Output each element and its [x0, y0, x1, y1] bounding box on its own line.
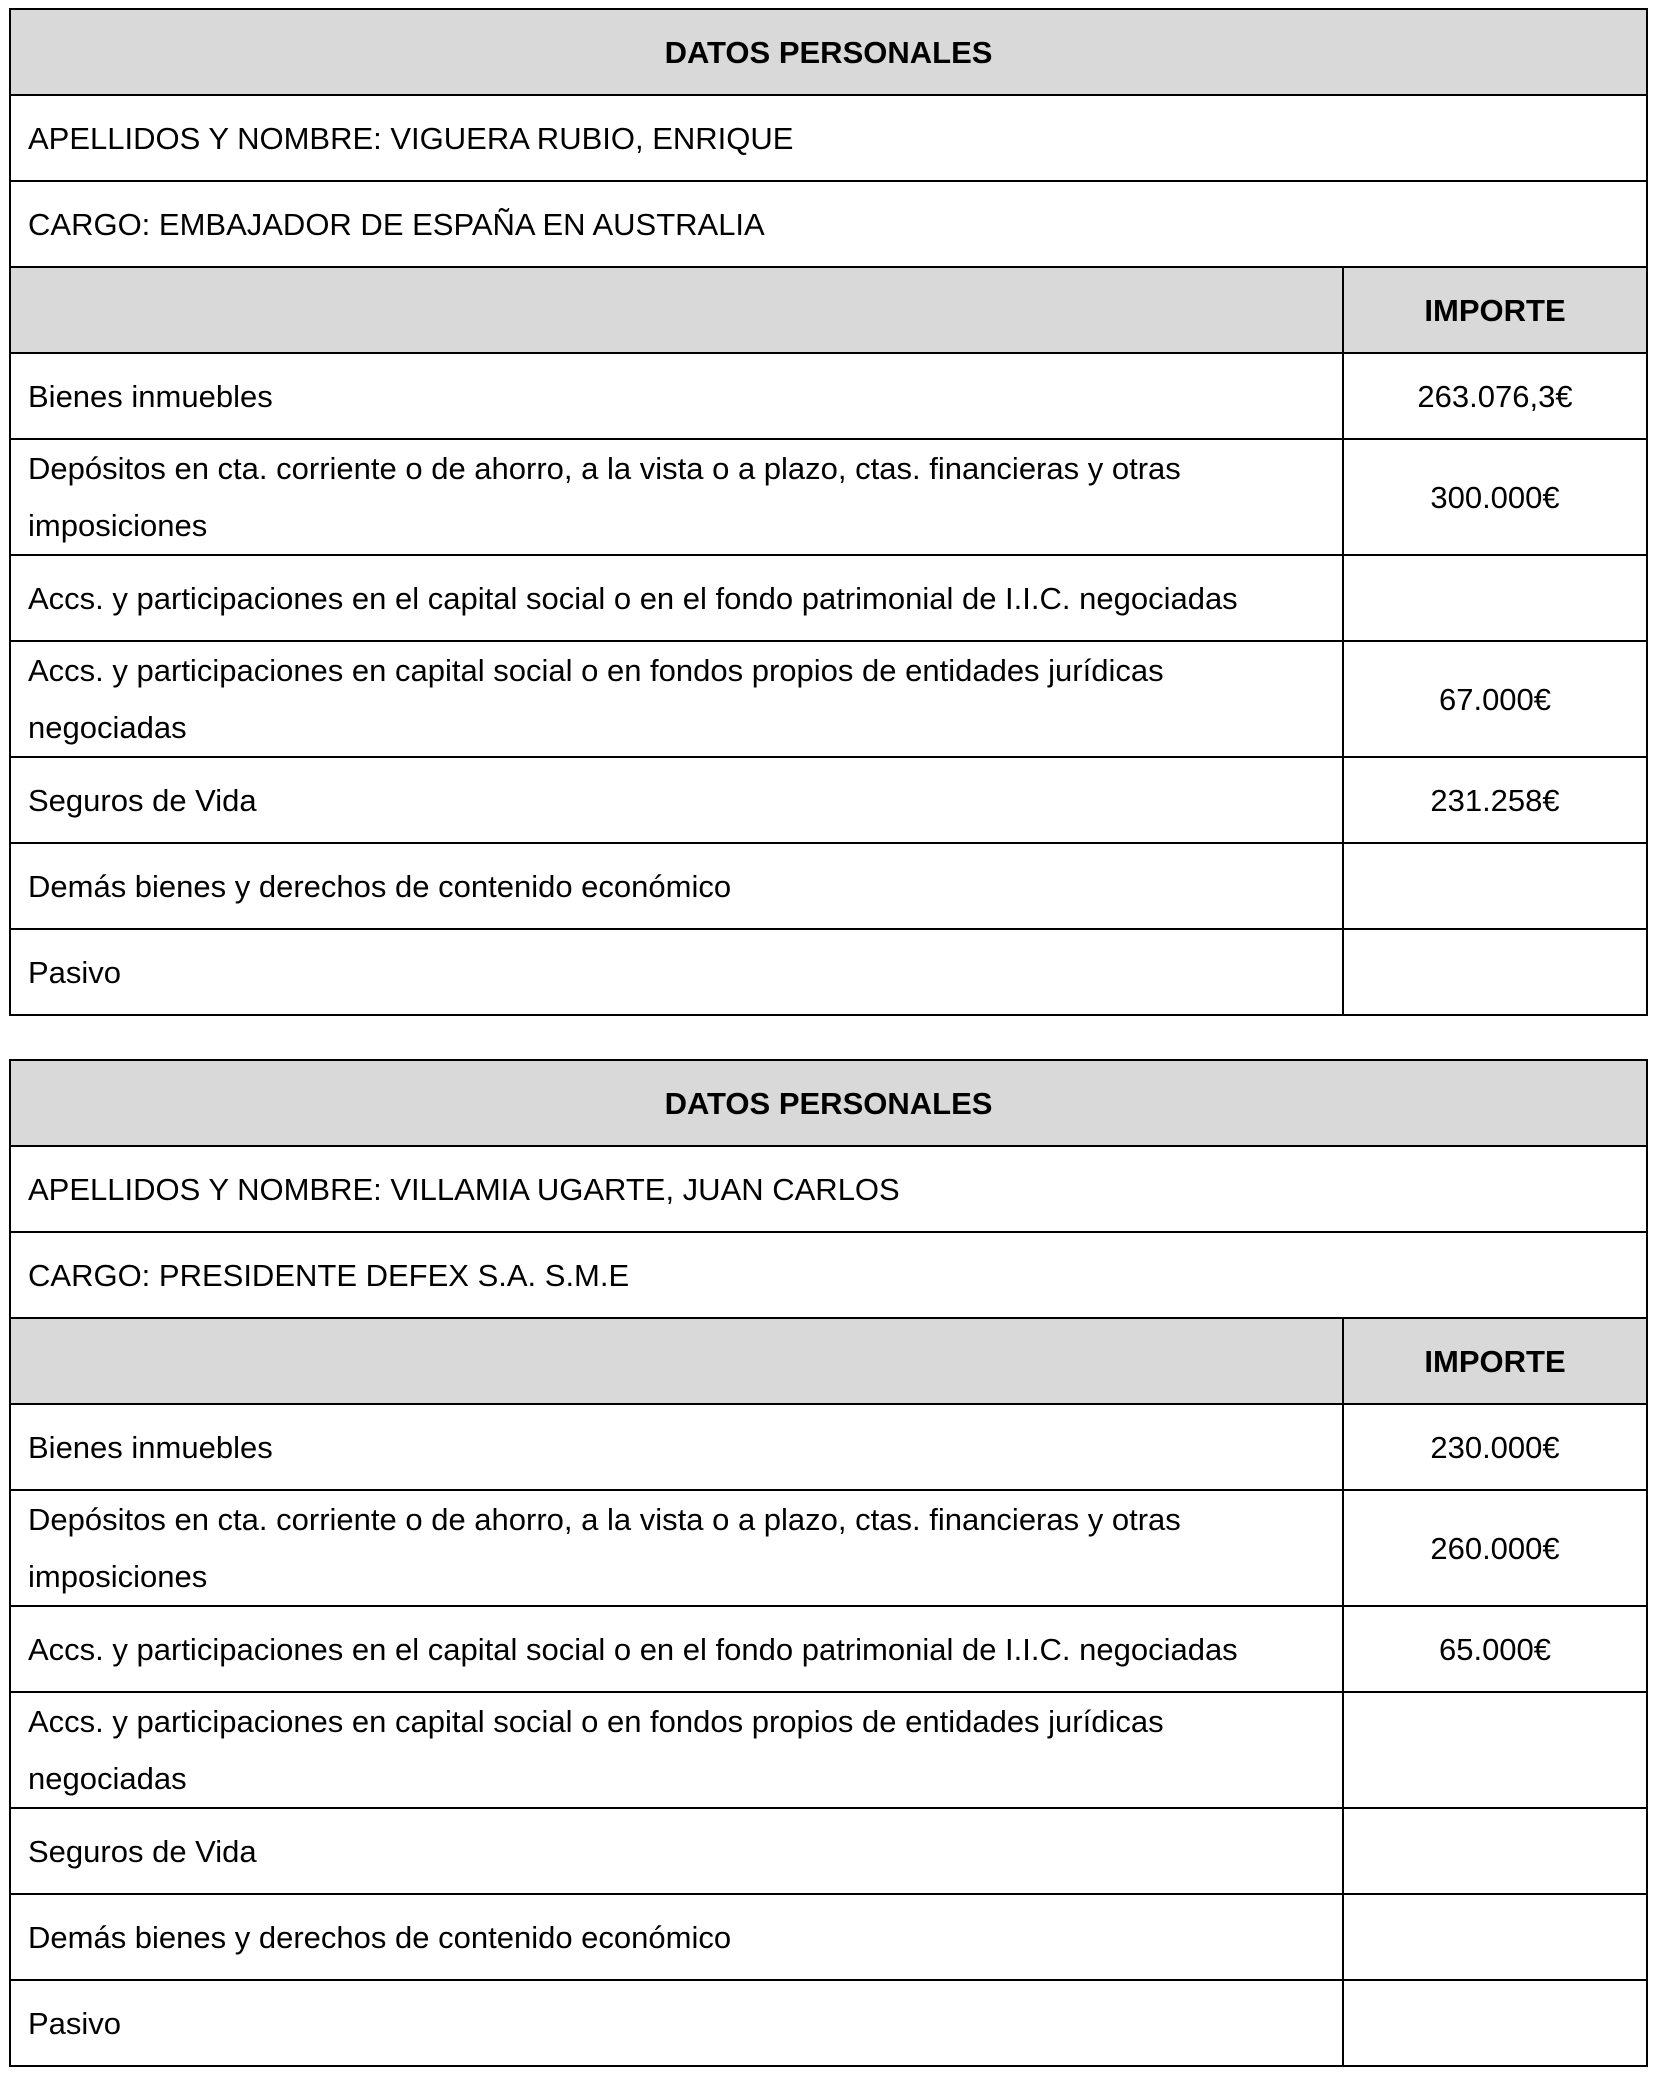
row-label: Seguros de Vida	[10, 757, 1343, 843]
table-row	[10, 1692, 1647, 1808]
row-label: Accs. y participaciones en capital social o en fondos propios de entidades jurídicas negociadas	[10, 1692, 1343, 1808]
table-row	[10, 353, 1647, 439]
asset-declaration-table	[9, 1059, 1648, 2067]
declaration-table-2	[9, 1059, 1646, 2067]
row-amount	[1343, 929, 1647, 1015]
position-line: CARGO: PRESIDENTE DEFEX S.A. S.M.E	[10, 1232, 1647, 1318]
table-row	[10, 929, 1647, 1015]
row-amount	[1343, 1894, 1647, 1980]
asset-declaration-table	[9, 8, 1648, 1016]
row-amount: 230.000€	[1343, 1404, 1647, 1490]
row-label: Depósitos en cta. corriente o de ahorro, a la vista o a plazo, ctas. financieras y otras imposiciones	[10, 1490, 1343, 1606]
row-label: Bienes inmuebles	[10, 353, 1343, 439]
row-label: Depósitos en cta. corriente o de ahorro, a la vista o a plazo, ctas. financieras y otras imposiciones	[10, 439, 1343, 555]
table-row	[10, 1490, 1647, 1606]
row-amount	[1343, 555, 1647, 641]
position-line: CARGO: EMBAJADOR DE ESPAÑA EN AUSTRALIA	[10, 181, 1647, 267]
row-amount	[1343, 1692, 1647, 1808]
amount-column-header: IMPORTE	[1343, 1318, 1647, 1404]
name-line: APELLIDOS Y NOMBRE: VIGUERA RUBIO, ENRIQUE	[10, 95, 1647, 181]
row-amount: 300.000€	[1343, 439, 1647, 555]
table-row	[10, 1404, 1647, 1490]
table-row	[10, 1894, 1647, 1980]
section-header: DATOS PERSONALES	[10, 9, 1647, 95]
row-label: Accs. y participaciones en capital social o en fondos propios de entidades jurídicas negociadas	[10, 641, 1343, 757]
label-column-header	[10, 267, 1343, 353]
table-row	[10, 1606, 1647, 1692]
name-line: APELLIDOS Y NOMBRE: VILLAMIA UGARTE, JUAN CARLOS	[10, 1146, 1647, 1232]
row-amount	[1343, 843, 1647, 929]
table-row	[10, 555, 1647, 641]
row-label: Pasivo	[10, 1980, 1343, 2066]
row-label: Demás bienes y derechos de contenido económico	[10, 843, 1343, 929]
row-amount: 263.076,3€	[1343, 353, 1647, 439]
section-header: DATOS PERSONALES	[10, 1060, 1647, 1146]
row-label: Pasivo	[10, 929, 1343, 1015]
row-label: Bienes inmuebles	[10, 1404, 1343, 1490]
row-amount: 65.000€	[1343, 1606, 1647, 1692]
row-label: Accs. y participaciones en el capital social o en el fondo patrimonial de I.I.C. negociadas	[10, 1606, 1343, 1692]
row-label: Accs. y participaciones en el capital social o en el fondo patrimonial de I.I.C. negociadas	[10, 555, 1343, 641]
row-amount: 260.000€	[1343, 1490, 1647, 1606]
table-row	[10, 641, 1647, 757]
table-row	[10, 757, 1647, 843]
table-row	[10, 843, 1647, 929]
row-label: Demás bienes y derechos de contenido económico	[10, 1894, 1343, 1980]
amount-column-header: IMPORTE	[1343, 267, 1647, 353]
table-row	[10, 1980, 1647, 2066]
table-row	[10, 1808, 1647, 1894]
row-label: Seguros de Vida	[10, 1808, 1343, 1894]
label-column-header	[10, 1318, 1343, 1404]
row-amount: 231.258€	[1343, 757, 1647, 843]
table-row	[10, 439, 1647, 555]
row-amount	[1343, 1980, 1647, 2066]
row-amount: 67.000€	[1343, 641, 1647, 757]
declaration-table-1	[9, 8, 1646, 1016]
row-amount	[1343, 1808, 1647, 1894]
